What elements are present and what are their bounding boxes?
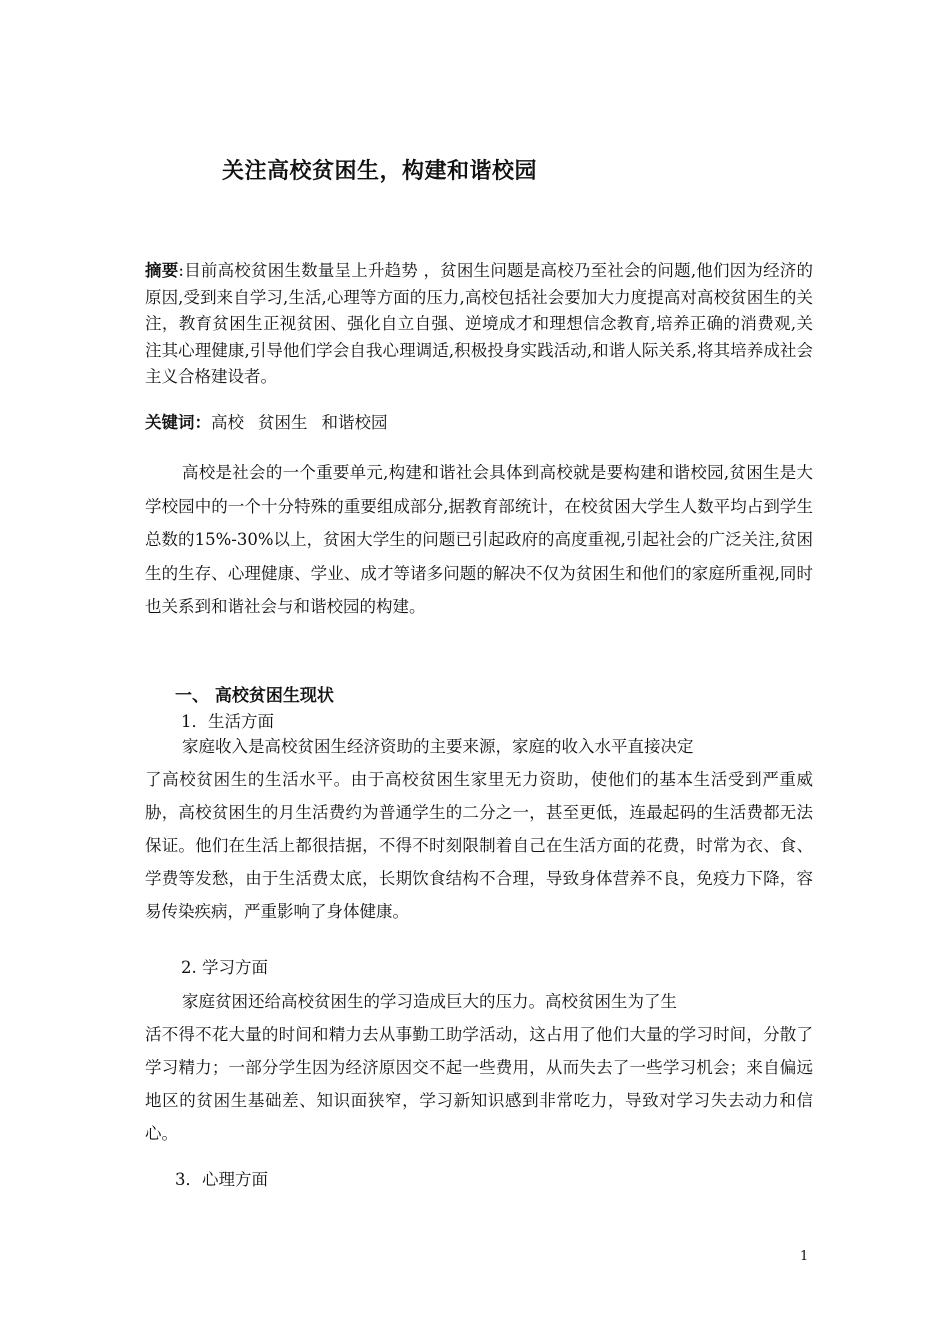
paragraph-life-body: 了高校贫困生的生活水平。由于高校贫困生家里无力资助，使他们的基本生活受到严重威胁，高校贫困生的月生活费约为普通学生的二分之一，甚至更低，连最起码的生活费都无法保证。他们在生活上都很拮据，不得不时刻限制着自己在生活方面的花费，时常为衣、食、学费等发愁，由于生活费太底，长期饮食结构不合理，导致身体营养不良，免疫力下降，容易传染疾病，严重影响了身体健康。 [145, 770, 813, 921]
keyword-item: 和谐校园 [321, 413, 388, 432]
paragraph-life-first-line: 家庭收入是高校贫困生经济资助的主要来源，家庭的收入水平直接决定 [182, 737, 694, 756]
abstract-paragraph [145, 258, 813, 391]
intro-paragraph: 高校是社会的一个重要单元,构建和谐社会具体到高校就是要构建和谐校园,贫困生是大学校园中的一个十分特殊的重要组成部分,据教育部统计，在校贫困大学生人数平均占到学生总数的15%-30%以上，贫困大学生的问题已引起政府的高度重视,引起社会的广泛关注,贫困生的生存、心理健康、学业、成才等诸多问题的解决不仅为贫困生和他们的家庭所重视,同时也关系到和谐社会与和谐校园的构建。 [145, 463, 813, 617]
paragraph-study-body: 活不得不花大量的时间和精力去从事勤工助学活动，这占用了他们大量的学习时间，分散了学习精力；一部分学生因为经济原因交不起一些费用，从而失去了一些学习机会；来自偏远地区的贫困生基础差、知识面狭窄，学习新知识感到非常吃力，导致对学习失去动力和信心。 [145, 1025, 813, 1143]
abstract-colon: : [178, 261, 184, 280]
section-heading: 一、 高校贫困生现状 [175, 686, 334, 706]
page-number: 1 [800, 1249, 809, 1264]
subsection-heading-study: 2. 学习方面 [181, 958, 268, 977]
paragraph-study [145, 985, 813, 1150]
paragraph-life [145, 730, 813, 928]
keyword-item: 高校 [211, 413, 244, 432]
document-title: 关注高校贫困生，构建和谐校园 [222, 158, 538, 184]
keyword-item: 贫困生 [258, 413, 308, 432]
subsection-heading-life: 1．生活方面 [181, 712, 274, 731]
abstract-text: 目前高校贫困生数量呈上升趋势 ，贫困生问题是高校乃至社会的问题,他们因为经济的原因,受到来自学习,生活,心理等方面的压力,高校包括社会要加大力度提高对高校贫困生的关注，教育贫困生正视贫困、强化自立自强、逆境成才和理想信念教育,培养正确的消费观,关注其心理健康,引导他们学会自我心理调适,积极投身实践活动,和谐人际关系,将其培养成社会主义合格建设者。 [145, 261, 814, 387]
keywords-line [145, 410, 388, 436]
abstract-label: 摘要 [145, 261, 179, 280]
paragraph-study-first-line: 家庭贫困还给高校贫困生的学习造成巨大的压力。高校贫困生为了生 [182, 992, 677, 1011]
subsection-heading-mental: 3．心理方面 [175, 1170, 268, 1189]
keywords-label: 关键词： [145, 413, 211, 432]
